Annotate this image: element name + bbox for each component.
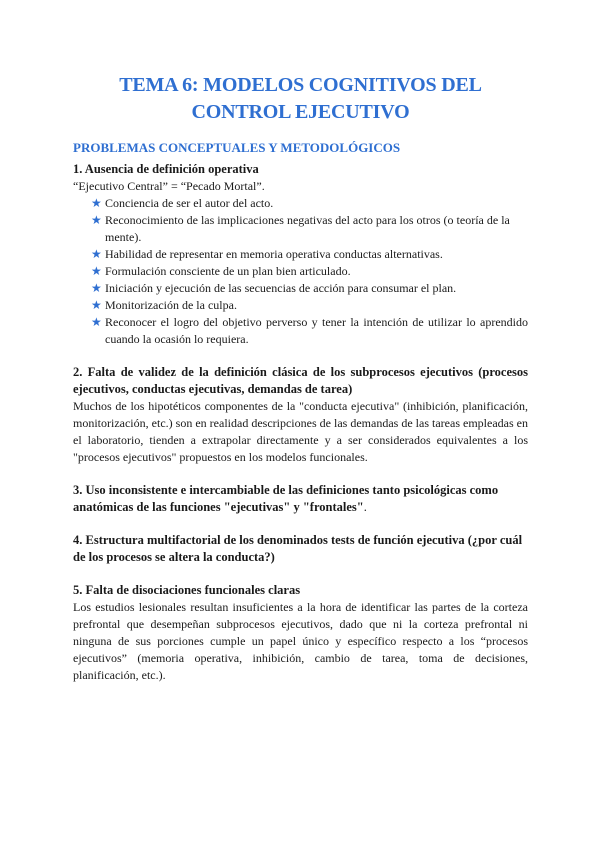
section-text: Los estudios lesionales resultan insuficientes a la hora de identificar las partes de la corteza prefrontal que desempeñan subprocesos ejecutivos, dado que ni la corteza prefrontal ni ninguna de sus porciones cumple un papel único y específico respecto a los “procesos ejecutivos” (memoria operativa, inhibición, cambio de tarea, toma de decisiones, planificación, etc.). <box>73 600 528 682</box>
document-page <box>73 72 528 684</box>
star-icon: ★ <box>91 281 102 295</box>
star-icon: ★ <box>91 315 102 329</box>
star-icon: ★ <box>91 264 102 278</box>
list-item <box>91 195 528 212</box>
section-text: Muchos de los hipotéticos componentes de la "conducta ejecutiva" (inhibición, planificación, monitorización, etc.) son en realidad descripciones de las demandas de las tareas empleadas en el laboratorio, tienden a extrapolar directamente y a ser considerados equivalentes a los "procesos ejecutivos" propuestos en los modelos funcionales. <box>73 399 528 464</box>
section-heading-wrap <box>73 482 528 516</box>
section-subtitle: PROBLEMAS CONCEPTUALES Y METODOLÓGICOS <box>73 140 401 155</box>
section-heading: 2. Falta de validez de la definición clásica de los subprocesos ejecutivos (procesos ejecutivos, conductas ejecutivas, demandas de tarea) <box>73 365 528 396</box>
list-item-text: Reconocimiento de las implicaciones negativas del acto para los otros (o teoría de la mente). <box>105 213 510 244</box>
list-item <box>91 212 528 246</box>
list-item <box>91 263 528 280</box>
section-4 <box>73 532 528 566</box>
list-item-text: Monitorización de la culpa. <box>105 298 237 312</box>
list-item-text: Iniciación y ejecución de las secuencias de acción para consumar el plan. <box>105 281 457 295</box>
page-title: TEMA 6: MODELOS COGNITIVOS DEL CONTROL EJECUTIVO <box>119 74 482 123</box>
section-1 <box>73 161 528 348</box>
star-icon: ★ <box>91 247 102 261</box>
section-5 <box>73 582 528 684</box>
list-item-text: Conciencia de ser el autor del acto. <box>105 196 274 210</box>
section-text: “Ejecutivo Central” = “Pecado Mortal”. <box>73 179 265 193</box>
section-heading: 3. Uso inconsistente e intercambiable de las definiciones tanto psicológicas como anatómicas de las funciones "ejecutivas" y "frontales" <box>73 483 499 514</box>
bullet-list <box>73 195 528 348</box>
section-heading: 1. Ausencia de definición operativa <box>73 162 259 176</box>
list-item <box>91 280 528 297</box>
section-heading: 5. Falta de disociaciones funcionales claras <box>73 583 301 597</box>
list-item <box>91 297 528 314</box>
section-heading: 4. Estructura multifactorial de los denominados tests de función ejecutiva (¿por cuál de los procesos se altera la conducta?) <box>73 533 523 564</box>
list-item-text: Reconocer el logro del objetivo perverso y tener la intención de utilizar lo aprendido cuando la ocasión lo requiera. <box>105 315 528 346</box>
list-item-text: Habilidad de representar en memoria operativa conductas alternativas. <box>105 247 443 261</box>
star-icon: ★ <box>91 213 102 227</box>
star-icon: ★ <box>91 298 102 312</box>
list-item-text: Formulación consciente de un plan bien articulado. <box>105 264 351 278</box>
section-heading-suffix: . <box>363 500 367 514</box>
section-2 <box>73 364 528 466</box>
section-3 <box>73 482 528 516</box>
list-item <box>91 314 528 348</box>
star-icon: ★ <box>91 196 102 210</box>
list-item <box>91 246 528 263</box>
